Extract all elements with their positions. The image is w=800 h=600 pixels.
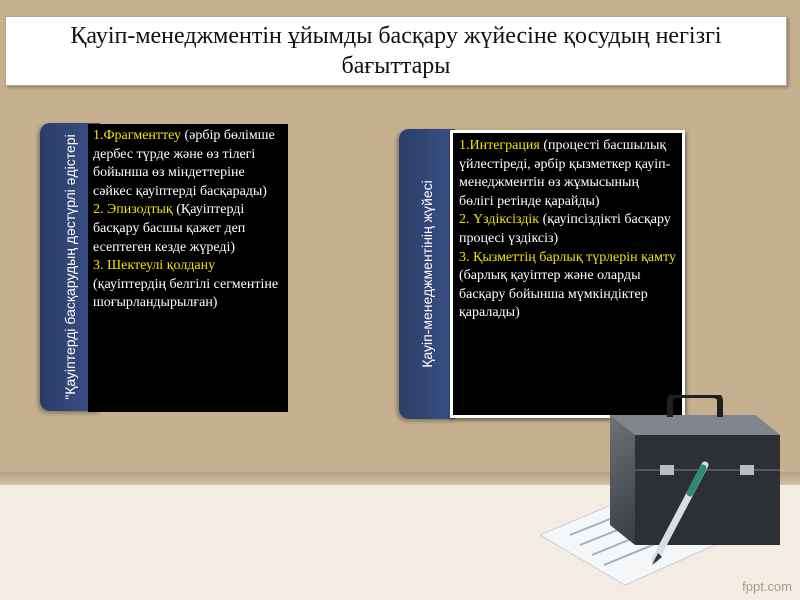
left-item-2-heading: 2. Эпизодтық [93,202,173,218]
briefcase-illustration [540,395,785,585]
right-item-1 [459,137,676,211]
left-item-3-heading: 3. Шектеулі қолдану [93,258,216,274]
right-item-3-text: (барлық қауіптер және оларды басқару бойынша мүмкіндіктер қаралады) [459,268,648,321]
left-item-2 [93,201,283,257]
right-tab-label: Қауіп-менеджментінің жүйесі [419,180,435,368]
right-item-1-heading: 1.Интеграция [459,138,540,153]
left-content-box [88,124,288,412]
right-item-1-text: (процесті басшылық үйлестіреді, әрбір қызметкер қауіп-менеджментін өз жұмысының бөлігі ретінде қарайды) [459,138,671,209]
left-item-3 [93,257,283,313]
left-item-1-heading: 1.Фрагменттеу [93,128,181,143]
right-tab [399,129,455,419]
left-item-2-text: (Қауіптерді басқару басшы қажет деп есептеген кезде жүреді) [93,202,246,255]
right-item-3 [459,249,676,323]
right-item-2 [459,211,676,248]
left-item-1-text: (әрбір бөлімше дербес түрде және өз тілегі бойынша өз міндеттеріне сәйкес қауіптерді басқарады) [93,128,275,199]
left-tab-label: "Қауіптерді басқарудың дәстүрлі әдістері [62,134,78,400]
slide-title: Қауіп-менеджментін ұйымды басқару жүйесіне қосудың негізгі бағыттары [70,23,722,79]
right-item-2-text: (қауіпсіздікті басқару процесі үздіксіз) [459,212,671,246]
footer-brand: fppt.com [742,579,792,594]
left-item-1 [93,127,283,201]
right-content-box [450,130,685,418]
title-box [5,16,787,86]
right-item-2-heading: 2. Үздіксіздік [459,212,540,228]
right-item-3-heading: 3. Қызметтің барлық түрлерін қамту [459,249,676,265]
left-item-3-text: (қауіптердің белгілі сегментіне шоғырландырылған) [93,276,279,311]
